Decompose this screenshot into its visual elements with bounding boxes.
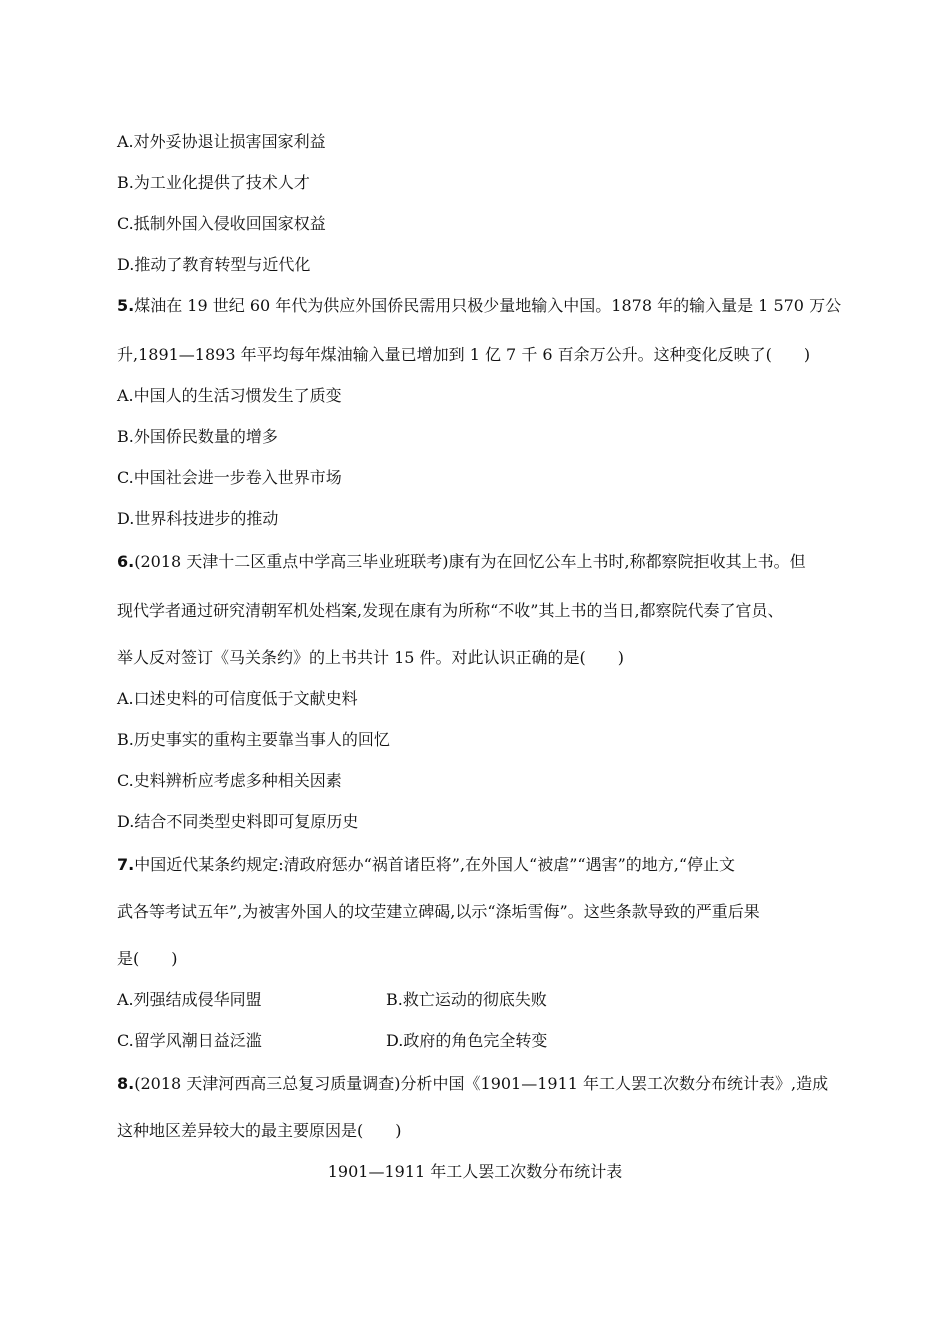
q8-stem-line2: 这种地区差异较大的最主要原因是( ) bbox=[117, 1121, 402, 1140]
q6-stem-line1 bbox=[117, 552, 806, 572]
q6-text-line1: (2018 天津十二区重点中学高三毕业班联考)康有为在回忆公车上书时,称都察院拒收其上书。但 bbox=[134, 552, 806, 571]
q8-stem-line1 bbox=[117, 1074, 828, 1094]
q5-text-line1: 煤油在 19 世纪 60 年代为供应外国侨民需用只极少量地输入中国。1878 年的输入量是 1 570 万公 bbox=[134, 296, 842, 315]
table-caption: 1901—1911 年工人罢工次数分布统计表 bbox=[327, 1162, 623, 1181]
q7-option-b: B.救亡运动的彻底失败 bbox=[386, 990, 547, 1009]
q7-option-a: A.列强结成侵华同盟 bbox=[117, 990, 262, 1009]
q5-stem-line1 bbox=[117, 296, 841, 316]
q7-option-c: C.留学风潮日益泛滥 bbox=[117, 1031, 262, 1050]
q7-stem-line2: 武各等考试五年”,为被害外国人的坟茔建立碑碣,以示“涤垢雪侮”。这些条款导致的严重后果 bbox=[117, 902, 760, 921]
q6-option-b: B.历史事实的重构主要靠当事人的回忆 bbox=[117, 730, 390, 749]
q4-option-d: D.推动了教育转型与近代化 bbox=[117, 255, 311, 274]
q6-option-a: A.口述史料的可信度低于文献史料 bbox=[117, 689, 358, 708]
q5-option-c: C.中国社会进一步卷入世界市场 bbox=[117, 468, 342, 487]
q5-number: 5. bbox=[117, 296, 135, 315]
q7-number: 7. bbox=[117, 855, 135, 874]
q5-option-a: A.中国人的生活习惯发生了质变 bbox=[117, 386, 342, 405]
q6-stem-line2: 现代学者通过研究清朝军机处档案,发现在康有为所称“不收”其上书的当日,都察院代奏了官员、 bbox=[117, 601, 784, 620]
q7-option-d: D.政府的角色完全转变 bbox=[386, 1031, 548, 1050]
q7-stem-line1 bbox=[117, 855, 735, 875]
q8-text-line1: (2018 天津河西高三总复习质量调查)分析中国《1901—1911 年工人罢工次数分布统计表》,造成 bbox=[134, 1074, 829, 1093]
q7-text-line1: 中国近代某条约规定:清政府惩办“祸首诸臣将”,在外国人“被虐”“遇害”的地方,“停止文 bbox=[134, 855, 736, 874]
q7-stem-line3: 是( ) bbox=[117, 949, 178, 968]
q4-option-b: B.为工业化提供了技术人才 bbox=[117, 173, 310, 192]
q7-options-row2 bbox=[117, 1031, 817, 1051]
q6-number: 6. bbox=[117, 552, 135, 571]
q6-option-c: C.史料辨析应考虑多种相关因素 bbox=[117, 771, 342, 790]
q6-option-d: D.结合不同类型史料即可复原历史 bbox=[117, 812, 359, 831]
q4-option-a: A.对外妥协退让损害国家利益 bbox=[117, 132, 326, 151]
q7-options-row1 bbox=[117, 990, 817, 1010]
q5-option-b: B.外国侨民数量的增多 bbox=[117, 427, 278, 446]
q8-number: 8. bbox=[117, 1074, 135, 1093]
q5-option-d: D.世界科技进步的推动 bbox=[117, 509, 279, 528]
q5-stem-line2: 升,1891—1893 年平均每年煤油输入量已增加到 1 亿 7 千 6 百余万公升。这种变化反映了( ) bbox=[117, 345, 811, 364]
q4-option-c: C.抵制外国入侵收回国家权益 bbox=[117, 214, 326, 233]
q6-stem-line3: 举人反对签订《马关条约》的上书共计 15 件。对此认识正确的是( ) bbox=[117, 648, 625, 667]
